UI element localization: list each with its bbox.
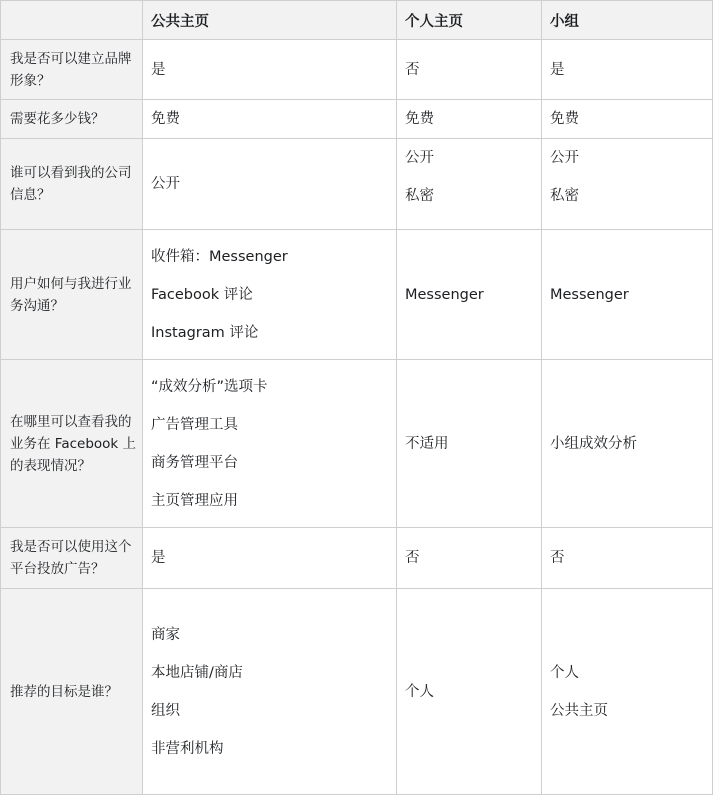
profile-cell <box>397 360 542 528</box>
table-row <box>1 139 713 230</box>
public-page-cell <box>143 528 397 589</box>
question-cell: 推荐的目标是谁？ <box>1 589 143 795</box>
table-row <box>1 589 713 795</box>
cell-value: 公开 <box>151 176 180 192</box>
cell-value: 否 <box>405 550 420 566</box>
public-page-cell <box>143 589 397 795</box>
group-cell <box>542 139 713 230</box>
cell-value: 免费 <box>405 111 434 127</box>
table-row <box>1 40 713 100</box>
cell-value: 私密 <box>405 188 434 204</box>
cell-value: 公共主页 <box>550 702 608 719</box>
public-page-cell <box>143 139 397 230</box>
profile-cell <box>397 100 542 139</box>
cell-value: 不适用 <box>405 435 449 452</box>
question-cell: 谁可以看到我的公司信息？ <box>1 139 143 230</box>
header-group: 小组 <box>542 1 713 40</box>
public-page-cell <box>143 40 397 100</box>
cell-value: Messenger <box>405 286 484 303</box>
cell-value: 组织 <box>151 702 180 719</box>
cell-value: 是 <box>151 61 166 78</box>
table-row <box>1 230 713 360</box>
cell-value: 非营利机构 <box>151 740 224 757</box>
question-cell: 我是否可以使用这个平台投放广告？ <box>1 528 143 589</box>
cell-value: 免费 <box>151 111 180 127</box>
group-cell <box>542 528 713 589</box>
table-row <box>1 528 713 589</box>
cell-value: Instagram 评论 <box>151 324 259 341</box>
cell-value: 个人 <box>550 664 579 681</box>
cell-value: 广告管理工具 <box>151 416 238 433</box>
cell-value: 是 <box>151 550 166 566</box>
cell-value: 本地店铺/商店 <box>151 664 243 681</box>
cell-value: 免费 <box>550 111 579 127</box>
profile-cell <box>397 230 542 360</box>
cell-value: 否 <box>550 550 565 566</box>
public-page-cell <box>143 100 397 139</box>
group-cell <box>542 100 713 139</box>
group-cell <box>542 40 713 100</box>
question-cell: 用户如何与我进行业务沟通？ <box>1 230 143 360</box>
cell-value: Messenger <box>550 286 629 303</box>
cell-value: 公开 <box>550 150 579 166</box>
profile-cell <box>397 40 542 100</box>
cell-value: 商家 <box>151 626 180 643</box>
question-cell: 我是否可以建立品牌形象？ <box>1 40 143 100</box>
cell-value: 主页管理应用 <box>151 492 238 509</box>
question-cell: 在哪里可以查看我的业务在 Facebook 上的表现情况？ <box>1 360 143 528</box>
group-cell <box>542 230 713 360</box>
cell-value: 是 <box>550 61 565 78</box>
table-row <box>1 360 713 528</box>
group-cell <box>542 589 713 795</box>
cell-value: 收件箱：Messenger <box>151 248 288 265</box>
cell-value: 否 <box>405 61 420 78</box>
cell-value: Facebook 评论 <box>151 286 253 303</box>
cell-value: 商务管理平台 <box>151 454 238 471</box>
cell-value: “成效分析”选项卡 <box>151 378 268 395</box>
question-cell: 需要花多少钱？ <box>1 100 143 139</box>
cell-value: 小组成效分析 <box>550 435 637 452</box>
table-row <box>1 100 713 139</box>
header-corner <box>1 1 143 40</box>
header-profile: 个人主页 <box>397 1 542 40</box>
public-page-cell <box>143 360 397 528</box>
cell-value: 私密 <box>550 188 579 204</box>
header-row <box>1 1 713 40</box>
profile-cell <box>397 528 542 589</box>
public-page-cell <box>143 230 397 360</box>
cell-value: 个人 <box>405 683 434 700</box>
group-cell <box>542 360 713 528</box>
header-public-page: 公共主页 <box>143 1 397 40</box>
cell-value: 公开 <box>405 150 434 166</box>
profile-cell <box>397 589 542 795</box>
profile-cell <box>397 139 542 230</box>
